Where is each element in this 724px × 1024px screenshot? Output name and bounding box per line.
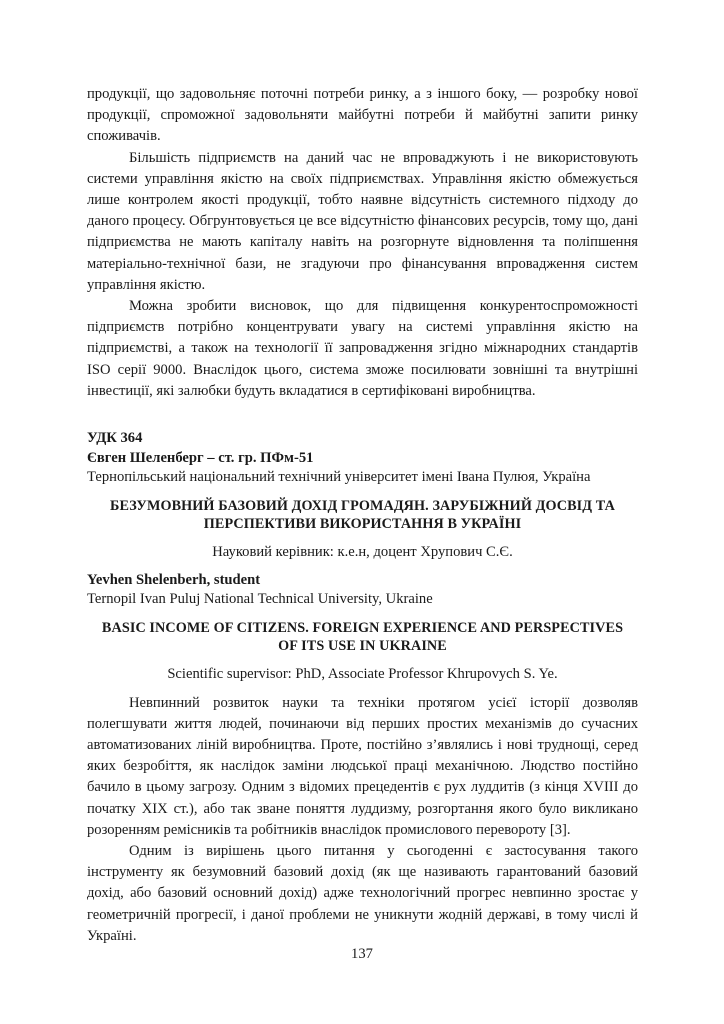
supervisor-en: Scientific supervisor: PhD, Associate Professor Khrupovych S. Ye.	[167, 665, 558, 682]
body-paragraph-1: Невпинний розвиток науки та техніки протягом усієї історії дозволяв полегшувати життя людей, починаючи від перших простих механізмів до сучасних автоматизованих ліній виробництва. Проте, постійно з’являлись і нові труднощі, серед яких безробіття, як наслідок заміни людської праці механічною. Людство постійно бачило в цьому загрозу. Одним з відомих прецедентів є рух луддитів (з кінця XVIII до початку XIX ст.), або так зване поняття луддизму, розгортання якого було викликано розоренням ремісників та робітників внаслідок промислового перевороту [3].	[87, 694, 638, 838]
article-title-en-line-2: OF ITS USE IN UKRAINE	[278, 637, 447, 654]
article-title-ua-line-1: БЕЗУМОВНИЙ БАЗОВИЙ ДОХІД ГРОМАДЯН. ЗАРУБІЖНИЙ ДОСВІД ТА	[109, 497, 616, 514]
article-title-en-line-1: BASIC INCOME OF CITIZENS. FOREIGN EXPERIENCE AND PERSPECTIVES	[101, 619, 624, 636]
page-number: 137	[351, 946, 373, 962]
supervisor-ua: Науковий керівник: к.е.н, доцент Хрупович С.Є.	[212, 543, 513, 560]
affiliation-ua: Тернопільський національний технічний університет імені Івана Пулюя, Україна	[87, 469, 591, 486]
author-en: Yevhen Shelenberh, student	[87, 571, 261, 588]
page-content	[87, 84, 638, 947]
intro-paragraph-2: Більшість підприємств на даний час не впроваджують і не використовують системи управління якістю на своїх підприємствах. Управління якістю обмежується лише контролем якості продукції, тобто наявне відсутність системного підходу до даного процесу. Обгрунтовується це все відсутністю фінансових ресурсів, тому що, дані підприємства не мають капіталу навіть на розгорнуте відновлення та поліпшення матеріально-технічної бази, не згадуючи про фінансування впровадження систем управління якістю.	[87, 149, 638, 293]
affiliation-en: Ternopil Ivan Puluj National Technical University, Ukraine	[87, 591, 433, 608]
body-paragraph-2: Одним із вирішень цього питання у сьогоденні є застосування такого інструменту як безумовний базовий дохід (як ще називають гарантований базовий дохід, або базовий основний дохід) адже технологічний прогрес невпинно зростає у геометричній прогресії, і даної проблеми не уникнути жодній державі, в тому числі й Україні.	[87, 842, 638, 944]
udc-code: УДК 364	[87, 430, 143, 447]
intro-paragraph-3: Можна зробити висновок, що для підвищення конкурентоспроможності підприємств потрібно концентрувати увагу на системі управління якістю на підприємстві, а також на технології її запровадження згідно міжнародних стандартів ISO серії 9000. Внаслідок цього, система зможе посилювати зовнішні та внутрішні інвестиції, які залюбки будуть вкладатися в сертифіковані виробництва.	[87, 298, 638, 399]
intro-paragraph-1: продукції, що задовольняє поточні потреби ринку, а з іншого боку, — розробку нової продукції, спроможної задовольняти майбутні потреби й майбутні запити ринку споживачів.	[87, 86, 638, 145]
article-title-ua-line-2: ПЕРСПЕКТИВИ ВИКОРИСТАННЯ В УКРАЇНІ	[203, 515, 522, 532]
author-ua: Євген Шеленберг – ст. гр. ПФм-51	[87, 449, 314, 466]
